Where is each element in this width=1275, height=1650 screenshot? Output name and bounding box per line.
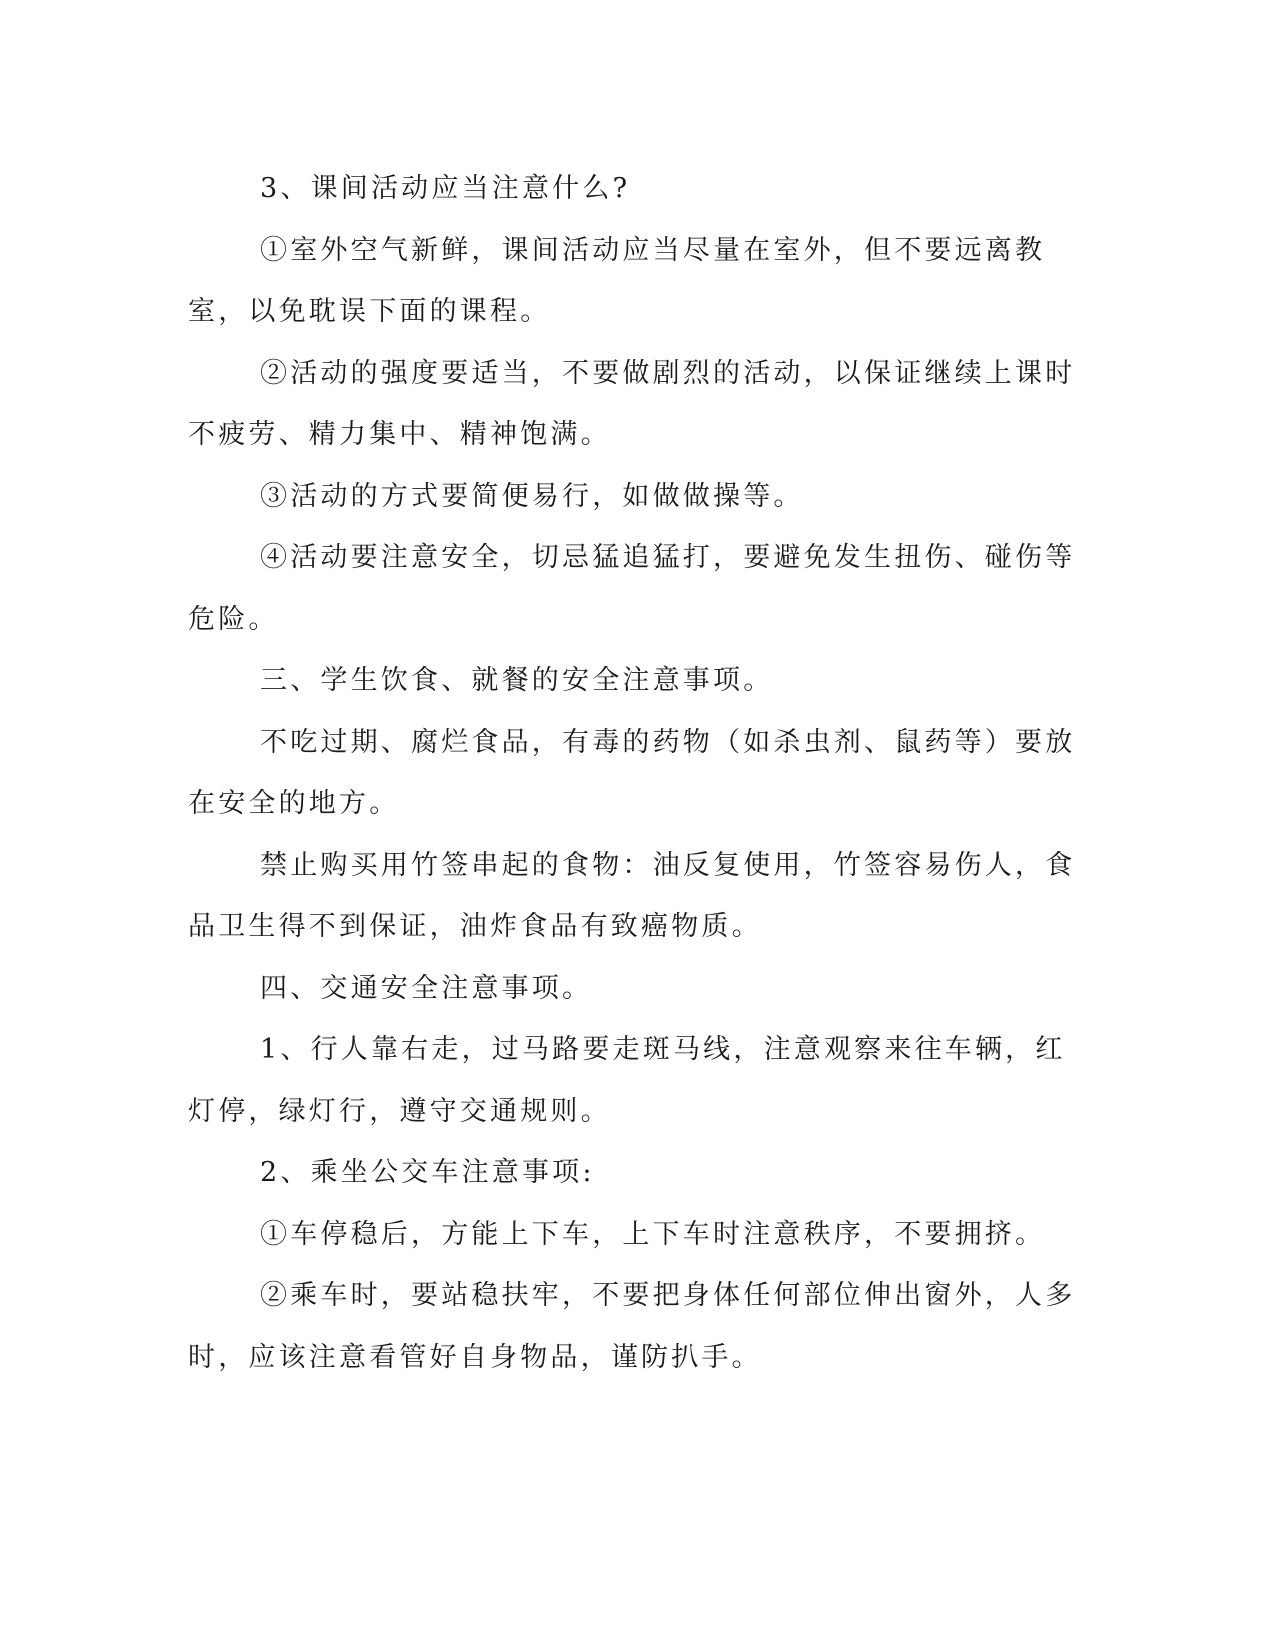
paragraph-lunch-break-question: 3、课间活动应当注意什么? — [260, 173, 631, 204]
paragraph-pedestrian-rules: 1、行人靠右走，过马路要走斑马线，注意观察来往车辆，红灯停，绿灯行，遵守交通规则。 — [188, 1034, 1066, 1127]
paragraph-skewer-food: 禁止购买用竹签串起的食物：油反复使用，竹签容易伤人，食品卫生得不到保证，油炸食品有致癌物质。 — [188, 849, 1076, 942]
paragraph-outdoor-activity: ①室外空气新鲜，课间活动应当尽量在室外，但不要远离教室，以免耽误下面的课程。 — [188, 234, 1046, 327]
paragraph-activity-intensity: ②活动的强度要适当，不要做剧烈的活动，以保证继续上课时不疲劳、精力集中、精神饱满。 — [188, 357, 1076, 450]
section-heading-traffic-safety: 四、交通安全注意事项。 — [260, 972, 593, 1004]
section-heading-food-safety: 三、学生饮食、就餐的安全注意事项。 — [260, 665, 774, 696]
paragraph-bus-riding: ②乘车时，要站稳扶牢，不要把身体任何部位伸出窗外，人多时，应该注意看管好自身物品，谨防扒手。 — [188, 1280, 1076, 1373]
document-body — [188, 158, 1078, 1388]
paragraph-bus-heading: 2、乘坐公交车注意事项: — [260, 1157, 595, 1188]
paragraph-bus-boarding: ①车停稳后，方能上下车，上下车时注意秩序，不要拥挤。 — [260, 1218, 1046, 1250]
paragraph-expired-food: 不吃过期、腐烂食品，有毒的药物（如杀虫剂、鼠药等）要放在安全的地方。 — [188, 726, 1076, 819]
paragraph-activity-method: ③活动的方式要简便易行，如做做操等。 — [260, 480, 804, 512]
paragraph-activity-safety: ④活动要注意安全，切忌猛追猛打，要避免发生扭伤、碰伤等危险。 — [188, 542, 1076, 635]
